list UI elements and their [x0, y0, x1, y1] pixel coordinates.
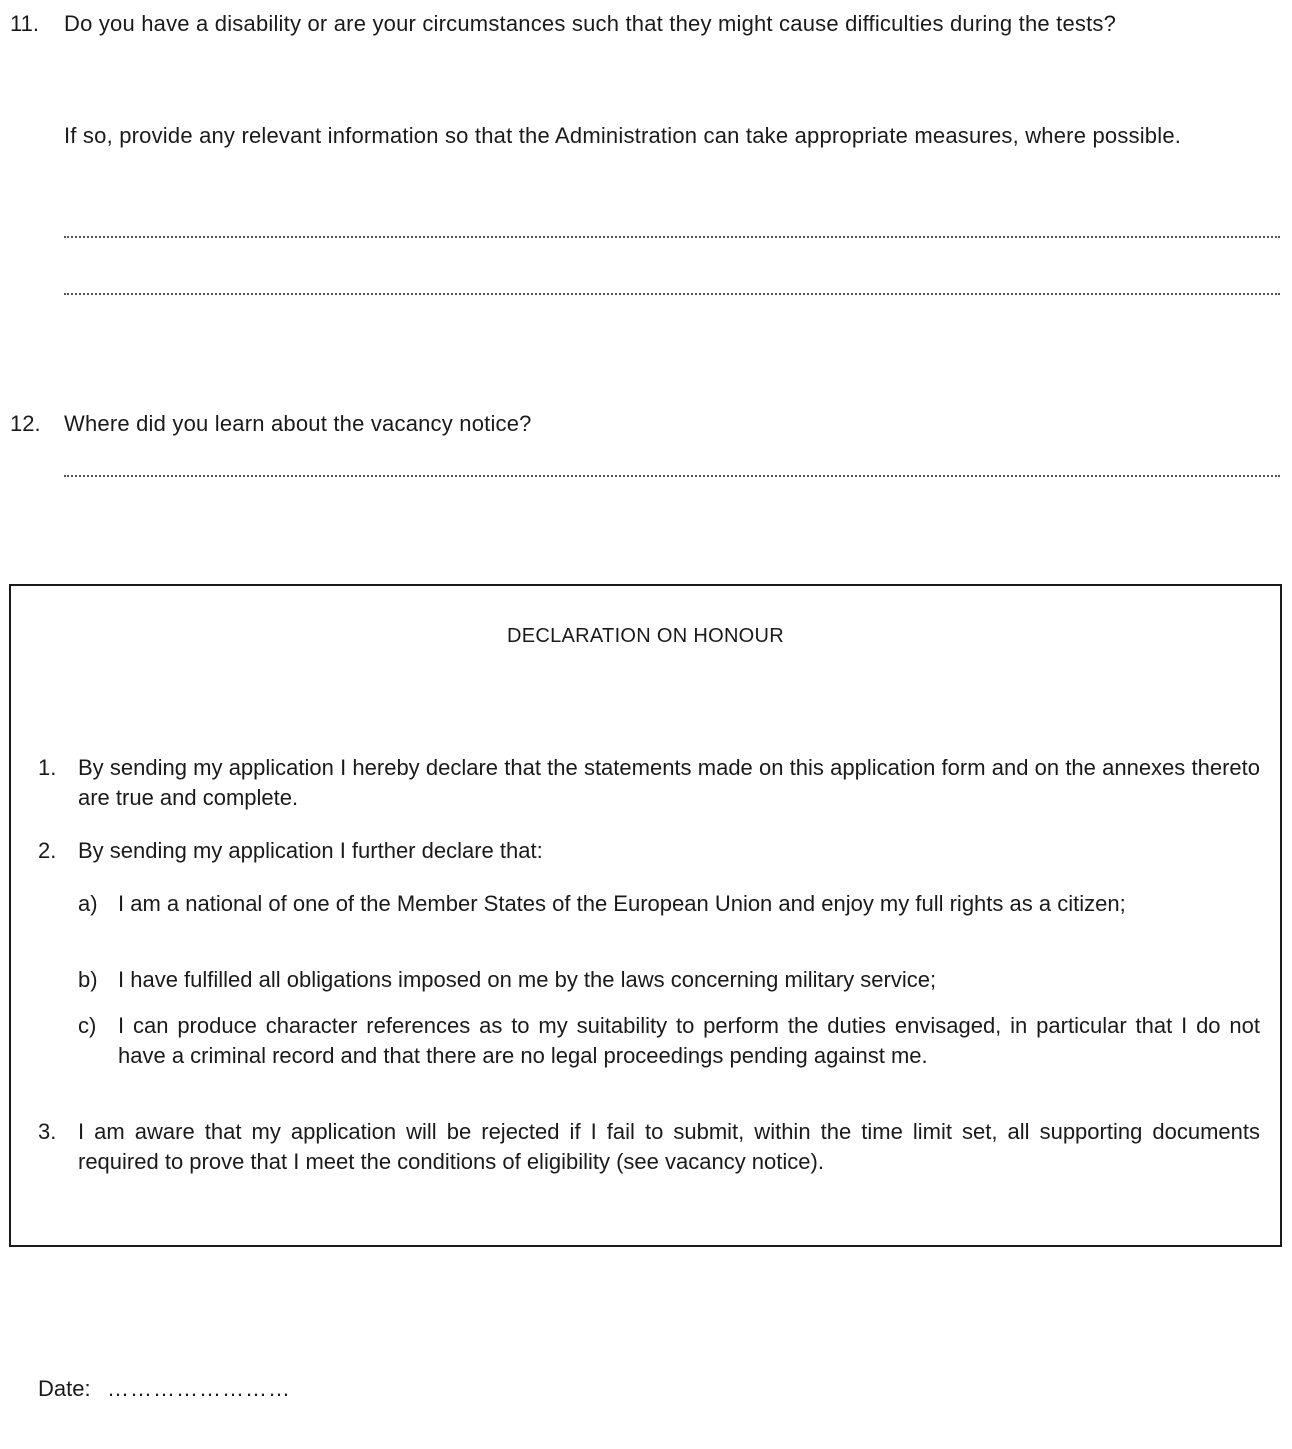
- subitem-text: I have fulfilled all obligations imposed on me by the laws concerning military service;: [118, 967, 937, 992]
- declaration-box: [9, 584, 1282, 1247]
- question-subtext: If so, provide any relevant information so that the Administration can take appropriate measures, where possible.: [64, 123, 1182, 148]
- declaration-title: DECLARATION ON HONOUR: [506, 625, 785, 647]
- item-text: I am aware that my application will be rejected if I fail to submit, within the time limit set, all supporting documents required to prove that I meet the conditions of eligibility (see vacancy notice).: [78, 1119, 1260, 1174]
- question-number: 11.: [10, 11, 39, 36]
- question-text: Where did you learn about the vacancy notice?: [64, 411, 532, 436]
- item-text: By sending my application I further declare that:: [78, 838, 543, 863]
- answer-line[interactable]: [64, 293, 1280, 295]
- subitem-label: b): [78, 967, 98, 992]
- subitem-label: a): [78, 891, 98, 916]
- question-text: Do you have a disability or are your circumstances such that they might cause difficulties during the tests?: [64, 11, 1117, 36]
- subitem-text: I can produce character references as to my suitability to perform the duties envisaged, in particular that I do not have a criminal record and that there are no legal proceedings pending against me.: [118, 1013, 1260, 1068]
- item-number: 1.: [38, 755, 57, 780]
- question-number: 12.: [10, 411, 41, 436]
- answer-line[interactable]: [64, 236, 1280, 238]
- item-text: By sending my application I hereby declare that the statements made on this application form and on the annexes thereto are true and complete.: [78, 755, 1260, 810]
- subitem-text: I am a national of one of the Member States of the European Union and enjoy my full rights as a citizen;: [118, 891, 1126, 916]
- date-label: Date:: [38, 1376, 91, 1401]
- date-field[interactable]: ……………………: [107, 1376, 291, 1401]
- subitem-label: c): [78, 1013, 97, 1038]
- item-number: 2.: [38, 838, 57, 863]
- answer-line[interactable]: [64, 475, 1280, 477]
- item-number: 3.: [38, 1119, 57, 1144]
